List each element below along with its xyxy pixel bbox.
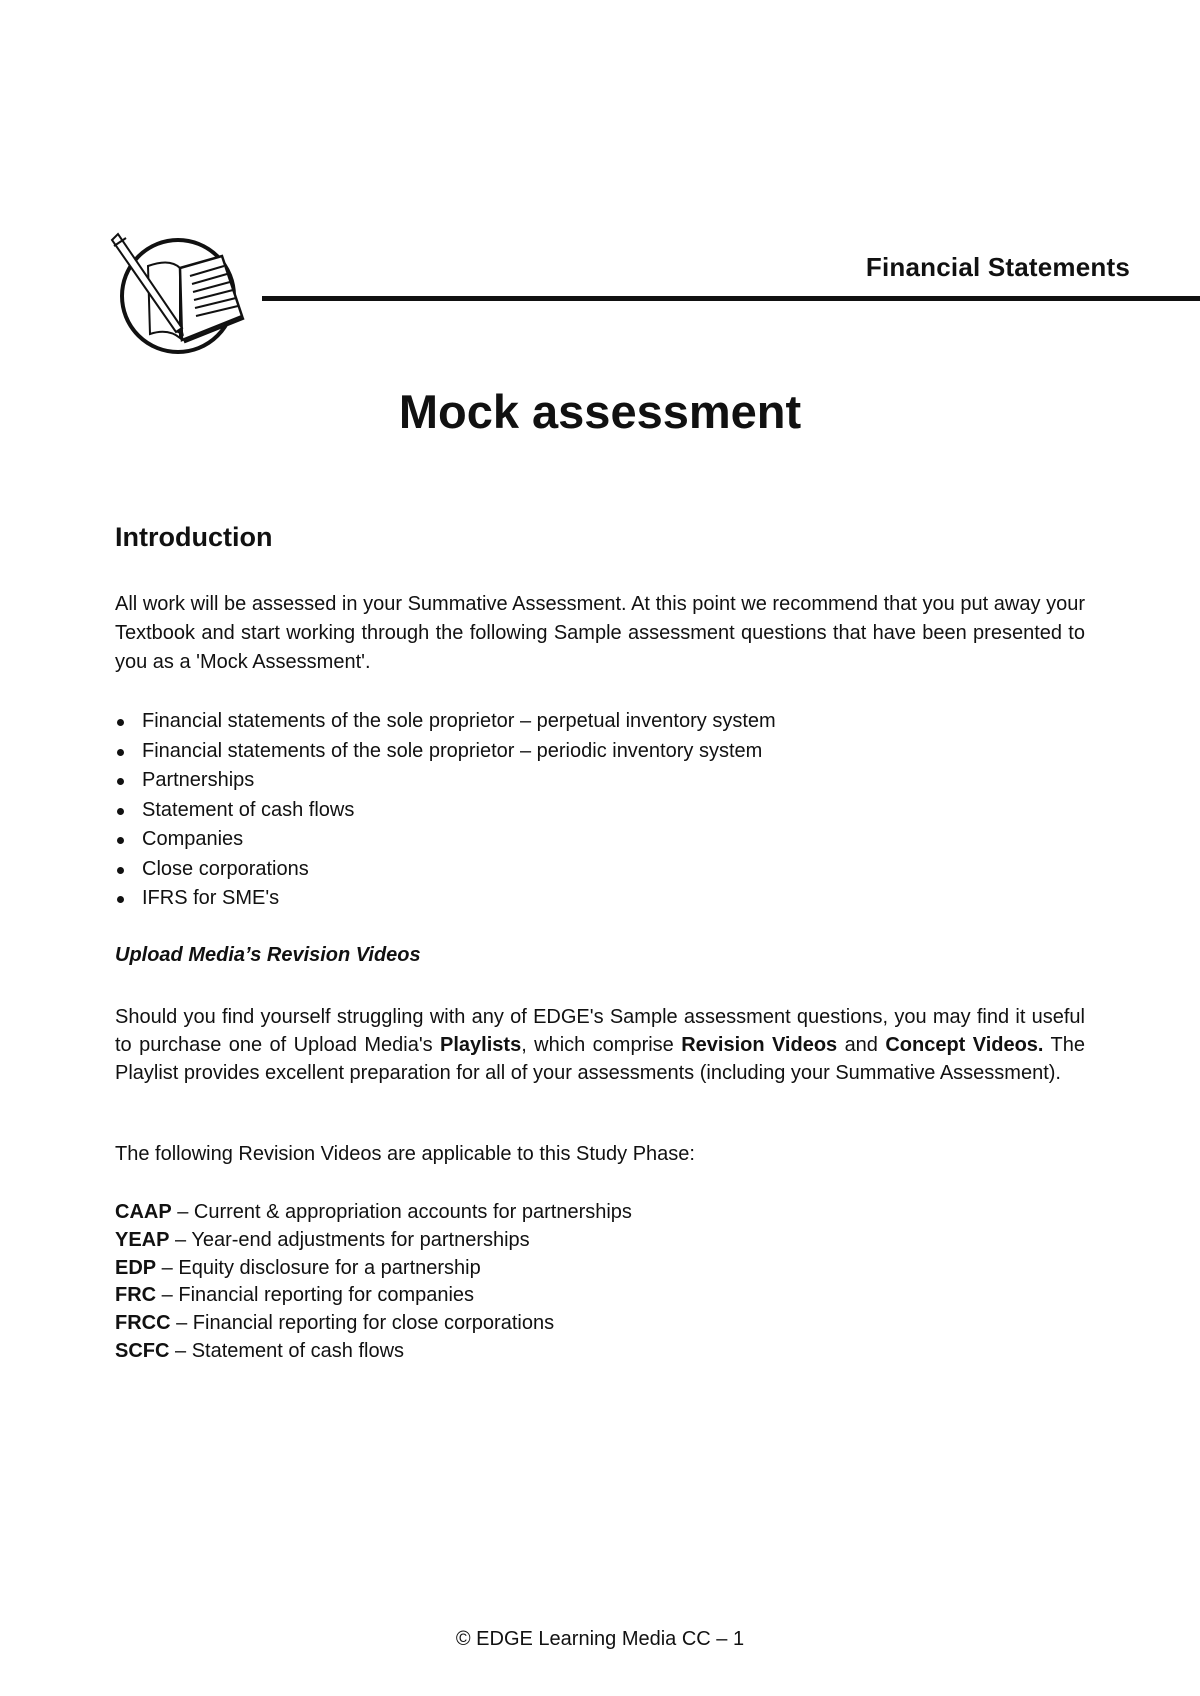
video-description: – Current & appropriation accounts for partnerships: [171, 1201, 632, 1223]
revision-videos-emphasis: Revision Videos: [681, 1034, 838, 1056]
list-item: [115, 884, 776, 914]
list-item: [115, 1255, 632, 1283]
topic-text: Financial statements of the sole proprietor – periodic inventory system: [142, 739, 763, 762]
video-description: – Year-end adjustments for partnerships: [169, 1228, 530, 1251]
video-code: FRC: [115, 1284, 157, 1307]
video-description: – Financial reporting for close corporations: [170, 1312, 555, 1335]
header-rule: [262, 296, 1200, 301]
bullet-icon: [117, 896, 124, 903]
topic-text: Partnerships: [142, 769, 255, 791]
list-item: [115, 1338, 632, 1366]
video-code: CAAP: [115, 1201, 172, 1223]
paragraph-text: Should you find yourself struggling with any of EDGE's Sample assessment questions, you may find it useful to purchase one of Upload Media's: [115, 1006, 1085, 1056]
list-item: [115, 1227, 632, 1255]
list-item: [115, 1199, 632, 1227]
applicable-videos-intro: The following Revision Videos are applicable to this Study Phase:: [115, 1143, 695, 1165]
paragraph-text: , which comprise: [521, 1034, 682, 1056]
revision-video-list: [115, 1199, 632, 1366]
list-item: [115, 1310, 632, 1338]
topic-text: Close corporations: [142, 857, 309, 880]
paragraph-text: The Playlist provides excellent preparation for all of your assessments (including your Summative Assessment).: [115, 1034, 1085, 1084]
list-item: [115, 737, 776, 767]
list-item: [115, 825, 776, 855]
topic-text: Companies: [142, 828, 244, 850]
page-title: Mock assessment: [398, 385, 802, 438]
revision-videos-heading: Upload Media’s Revision Videos: [115, 944, 421, 966]
bullet-icon: [117, 867, 124, 874]
video-description: – Equity disclosure for a partnership: [156, 1256, 481, 1279]
video-code: SCFC: [115, 1339, 170, 1362]
bullet-icon: [117, 778, 124, 785]
topic-text: IFRS for SME's: [142, 887, 280, 909]
video-code: EDP: [115, 1256, 157, 1279]
topic-text: Statement of cash flows: [142, 798, 355, 821]
book-with-pen-icon: [110, 228, 270, 358]
bullet-icon: [117, 749, 124, 756]
header-title: Financial Statements: [865, 252, 1130, 282]
playlists-emphasis: Playlists: [440, 1034, 522, 1056]
bullet-icon: [117, 808, 124, 815]
list-item: [115, 1282, 632, 1310]
list-item: [115, 707, 776, 737]
revision-videos-paragraph: [115, 1003, 1085, 1087]
video-description: – Statement of cash flows: [169, 1339, 405, 1362]
video-code: FRCC: [115, 1312, 171, 1335]
topic-list: [115, 707, 776, 914]
paragraph-text: and: [837, 1034, 886, 1056]
page-footer: © EDGE Learning Media CC – 1: [455, 1628, 745, 1650]
video-code: YEAP: [115, 1228, 170, 1251]
concept-videos-emphasis: Concept Videos.: [885, 1034, 1044, 1056]
video-description: – Financial reporting for companies: [156, 1284, 475, 1307]
list-item: [115, 855, 776, 885]
bullet-icon: [117, 719, 124, 726]
introduction-paragraph: All work will be assessed in your Summative Assessment. At this point we recommend that you put away your Textbook and start working through the following Sample assessment questions that have been presented to you as a 'Mock Assessment'.: [115, 593, 1085, 673]
topic-text: Financial statements of the sole proprietor – perpetual inventory system: [142, 710, 776, 732]
bullet-icon: [117, 837, 124, 844]
list-item: [115, 766, 776, 796]
introduction-heading: Introduction: [115, 522, 273, 552]
list-item: [115, 796, 776, 826]
